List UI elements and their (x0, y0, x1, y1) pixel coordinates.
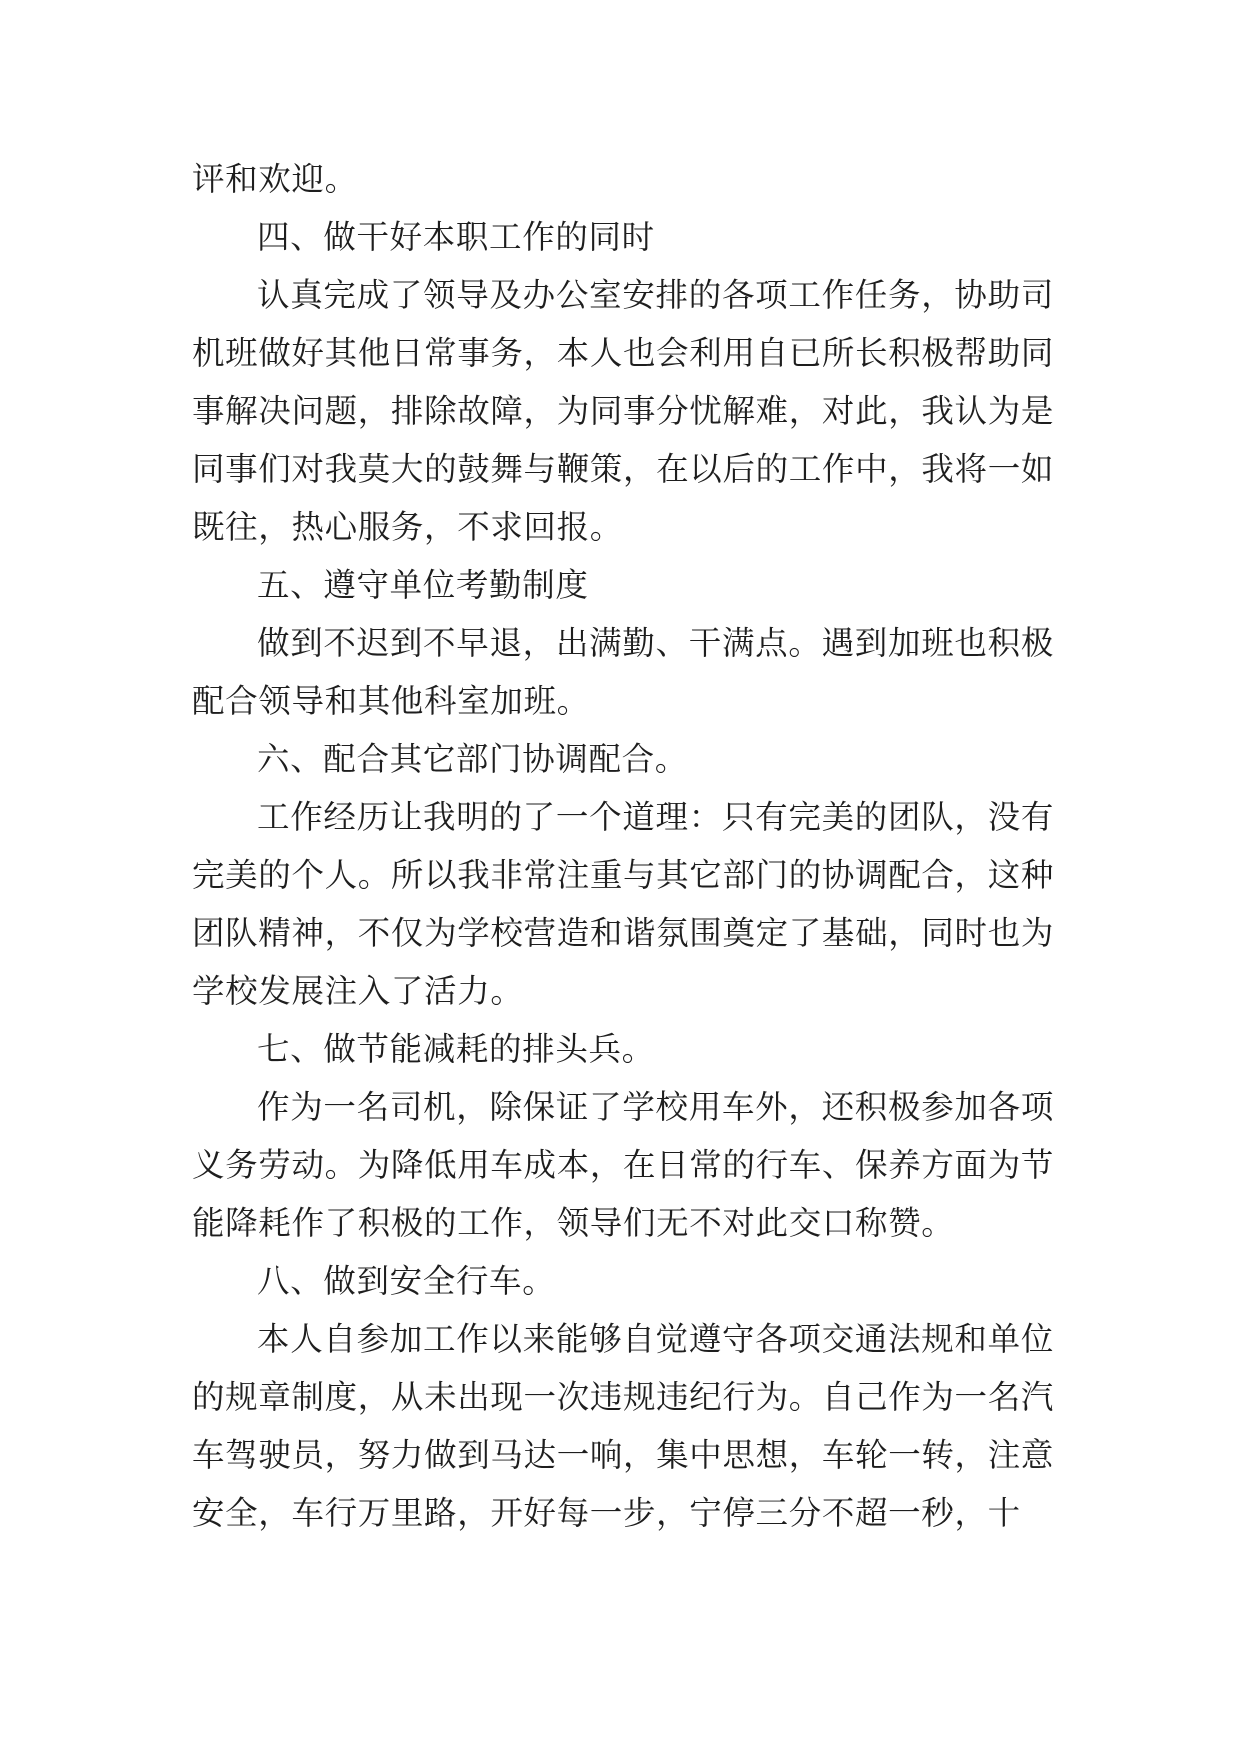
paragraph-section-4: 认真完成了领导及办公室安排的各项工作任务，协助司机班做好其他日常事务，本人也会利用自已所长积极帮助同事解决问题，排除故障，为同事分忧解难，对此，我认为是同事们对我莫大的鼓舞与鞭策，在以后的工作中，我将一如既往，热心服务，不求回报。 (192, 276, 1054, 546)
paragraph-section-8: 本人自参加工作以来能够自觉遵守各项交通法规和单位的规章制度，从未出现一次违规违纪行为。自己作为一名汽车驾驶员，努力做到马达一响，集中思想，车轮一转，注意安全，车行万里路，开好每一步，宁停三分不超一秒，十 (192, 1320, 1054, 1532)
paragraph-section-6: 工作经历让我明的了一个道理：只有完美的团队，没有完美的个人。所以我非常注重与其它部门的协调配合，这种团队精神，不仅为学校营造和谐氛围奠定了基础，同时也为学校发展注入了活力。 (192, 798, 1054, 1010)
paragraph-section-7: 作为一名司机，除保证了学校用车外，还积极参加各项义务劳动。为降低用车成本，在日常的行车、保养方面为节能降耗作了积极的工作，领导们无不对此交口称赞。 (192, 1088, 1054, 1242)
document-body (192, 150, 1054, 1542)
section-heading-5: 五、遵守单位考勤制度 (257, 566, 589, 604)
paragraph-continuation: 评和欢迎。 (192, 160, 358, 198)
section-heading-8: 八、做到安全行车。 (257, 1262, 556, 1300)
section-heading-7: 七、做节能减耗的排头兵。 (257, 1030, 655, 1068)
section-heading-6: 六、配合其它部门协调配合。 (257, 740, 688, 778)
paragraph-section-5: 做到不迟到不早退，出满勤、干满点。遇到加班也积极配合领导和其他科室加班。 (192, 624, 1054, 720)
section-heading-4: 四、做干好本职工作的同时 (257, 218, 655, 256)
